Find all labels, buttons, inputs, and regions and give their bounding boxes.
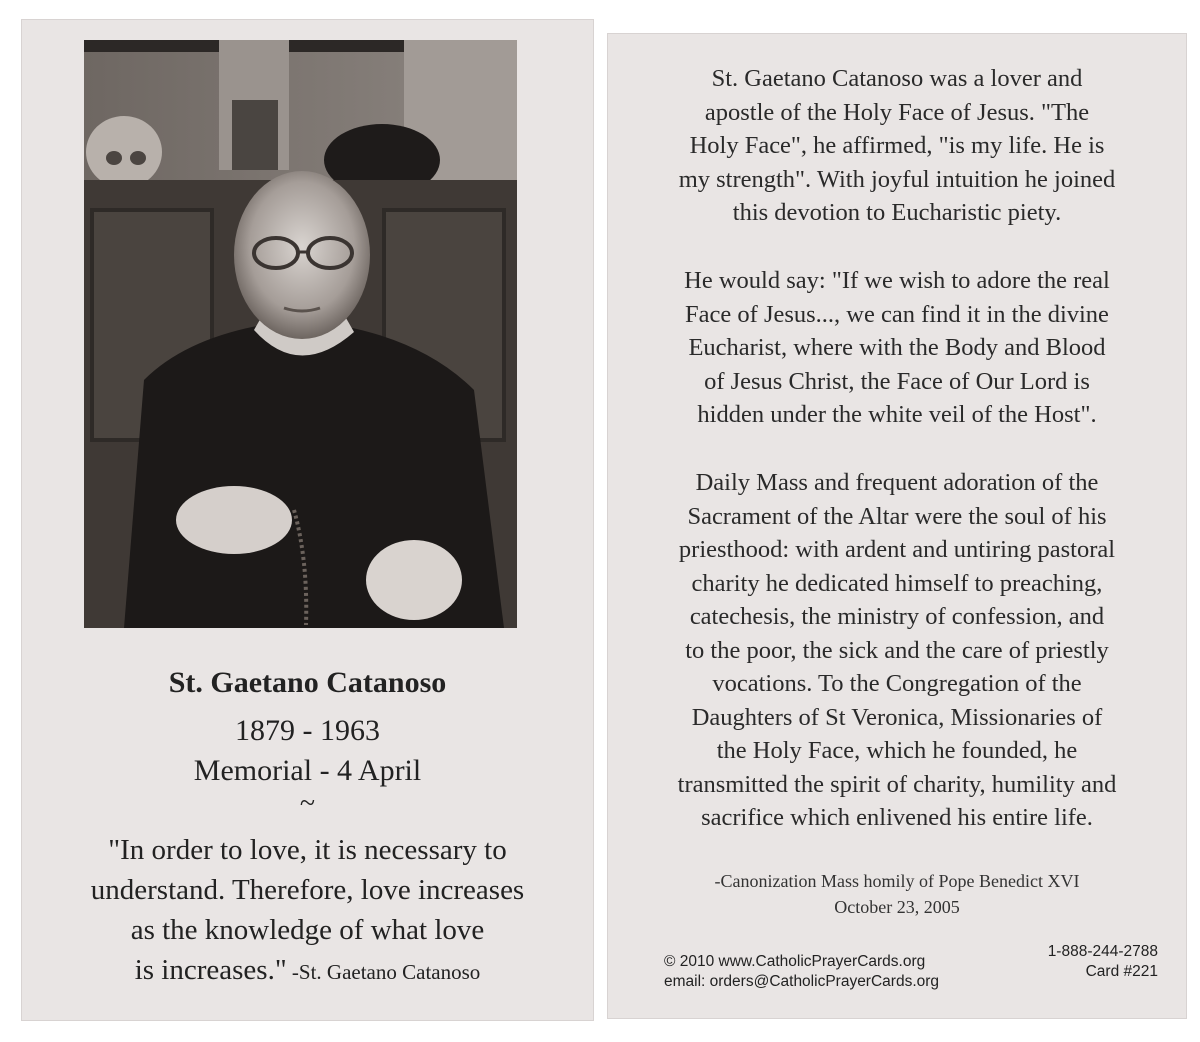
saint-portrait-photo <box>84 40 517 628</box>
biography-paragraph-2 <box>640 264 1154 432</box>
contact-email: email: orders@CatholicPrayerCards.org <box>664 973 940 990</box>
saint-quote <box>32 830 583 992</box>
text-line: to the poor, the sick and the care of priestly <box>685 636 1109 664</box>
quote-line: is increases." <box>134 954 287 986</box>
text-line: Holy Face", he affirmed, "is my life. He is <box>689 132 1105 159</box>
text-line: He would say: "If we wish to adore the real <box>684 267 1110 294</box>
text-line: the Holy Face, which he founded, he <box>716 737 1078 764</box>
phone-number: 1-888-244-2788 <box>1047 943 1158 960</box>
quote-line: "In order to love, it is necessary to <box>108 834 507 866</box>
life-years: 1879 - 1963 <box>235 714 380 747</box>
text-line: transmitted the spirit of charity, humility and <box>677 770 1117 798</box>
prayer-card-front <box>22 20 593 1020</box>
text-line: my strength". With joyful intuition he joined <box>678 165 1116 193</box>
text-line: vocations. To the Congregation of the <box>712 670 1082 697</box>
biography-paragraph-1 <box>640 62 1154 230</box>
text-line: Face of Jesus..., we can find it in the divine <box>685 300 1109 328</box>
card-reference <box>1048 942 1158 982</box>
quote-attribution: -St. Gaetano Catanoso <box>286 960 481 984</box>
text-line: Sacrament of the Altar were the soul of his <box>687 502 1107 530</box>
card-number: Card #221 <box>1085 963 1158 980</box>
text-line: Daughters of St Veronica, Missionaries of <box>691 703 1103 731</box>
citation-date: October 23, 2005 <box>834 897 960 917</box>
prayer-card-back <box>608 34 1186 1018</box>
biography-paragraph-3 <box>640 466 1154 835</box>
quote-line: as the knowledge of what love <box>130 914 485 946</box>
text-line: apostle of the Holy Face of Jesus. "The <box>704 98 1090 126</box>
text-line: Daily Mass and frequent adoration of the <box>695 469 1099 496</box>
text-line: sacrifice which enlivened his entire life. <box>701 804 1093 831</box>
text-line: charity he dedicated himself to preaching, <box>691 569 1103 597</box>
memorial-date: Memorial - 4 April <box>193 754 422 787</box>
quote-line-last <box>32 950 583 992</box>
text-line: of Jesus Christ, the Face of Our Lord is <box>704 367 1090 395</box>
text-line: Eucharist, where with the Body and Blood <box>688 334 1106 361</box>
quote-line: understand. Therefore, love increases <box>90 874 525 906</box>
separator-tilde: ~ <box>299 788 316 819</box>
text-line: priesthood: with ardent and untiring pastoral <box>678 536 1116 563</box>
publisher-info <box>664 952 939 992</box>
homily-citation <box>640 868 1154 920</box>
portrait-illustration <box>84 40 517 628</box>
text-line: St. Gaetano Catanoso was a lover and <box>711 65 1083 92</box>
text-line: this devotion to Eucharistic piety. <box>732 199 1062 226</box>
text-line: hidden under the white veil of the Host". <box>697 401 1097 428</box>
text-line: catechesis, the ministry of confession, and <box>689 603 1105 630</box>
copyright-website: © 2010 www.CatholicPrayerCards.org <box>664 953 926 970</box>
saint-name: St. Gaetano Catanoso <box>168 666 447 699</box>
citation-source: -Canonization Mass homily of Pope Benedict XVI <box>714 871 1080 891</box>
